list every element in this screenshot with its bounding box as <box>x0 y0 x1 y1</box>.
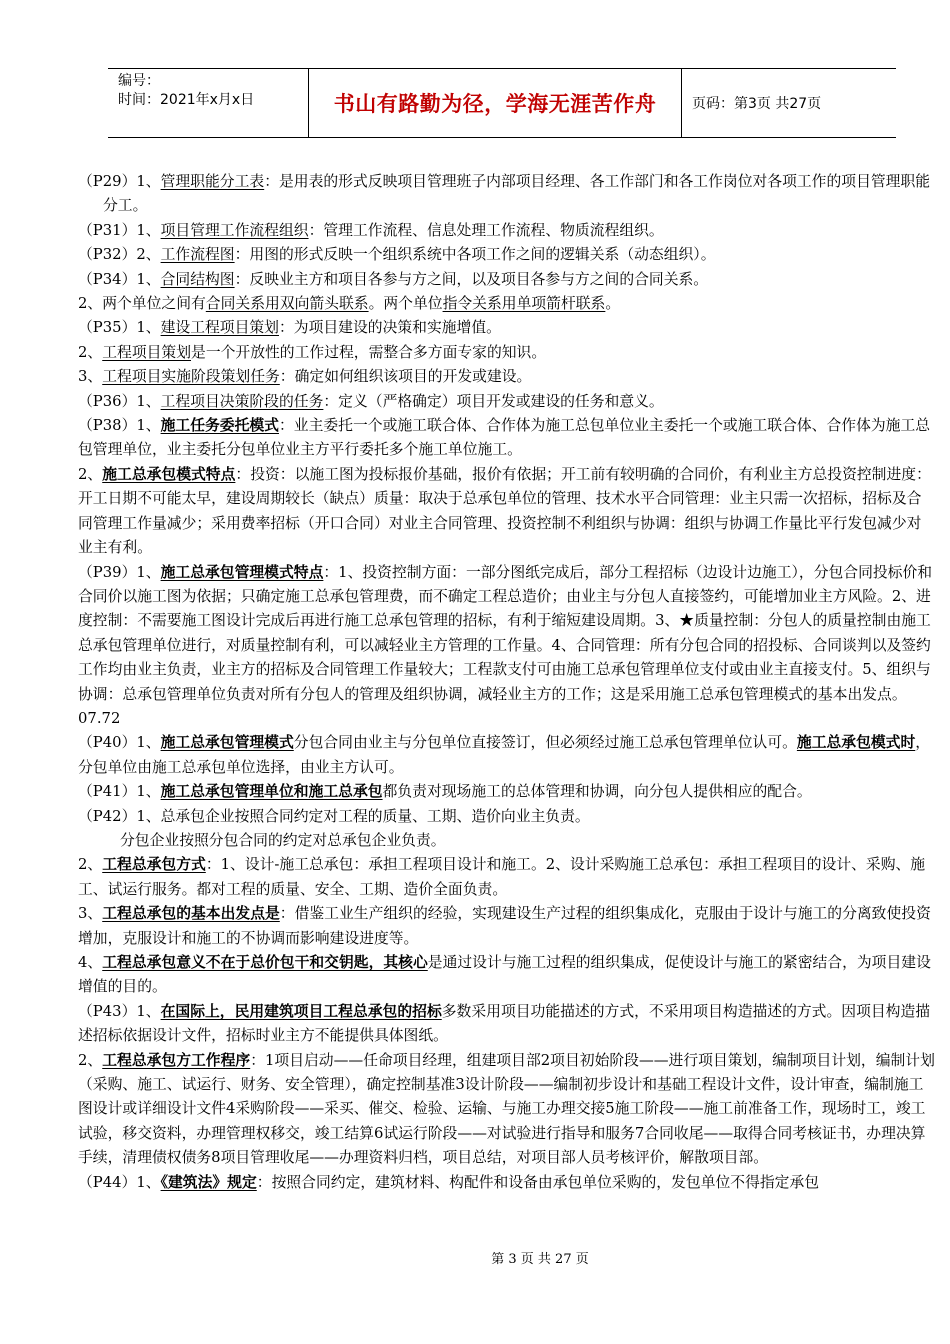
text-run: ：管理工作流程、信息处理工作流程、物质流程组织。 <box>308 221 664 239</box>
paragraph-p20 <box>78 1000 936 1049</box>
text-run: ：是用表的形式反映项目管理班子内部项目经理、各工作部门和各工作岗位对各项工作的项目管理职能分工。 <box>103 173 931 215</box>
paragraph-p18 <box>78 902 936 951</box>
text-run: 指令关系用单项箭杆联系 <box>442 295 606 313</box>
text-run: 施工总承包管理模式特点 <box>160 563 324 581</box>
text-run: ：业主委托一个或施工联合体、合作体为施工总包单位业主委托一个或施工联合体、合作体为施工总包管理单位，业主委托分包单位业主方平行委托多个施工单位施工。 <box>78 417 931 459</box>
text-run: （P38）1、 <box>78 417 161 435</box>
paragraph-p9 <box>78 390 936 414</box>
text-run: 4、 <box>78 954 103 971</box>
text-run: 工程总承包方工作程序 <box>102 1051 251 1069</box>
text-run: 3、 <box>78 368 103 386</box>
text-run: （P31）1、 <box>78 221 161 239</box>
text-run: ：用图的形式反映一个组织系统中各项工作之间的逻辑关系（动态组织）。 <box>234 246 716 264</box>
text-run: 工程总承包方式 <box>102 856 206 874</box>
text-run: ，分包单位由施工总承包单位选择，由业主方认可。 <box>78 734 931 776</box>
paragraph-p17 <box>78 853 936 902</box>
paragraph-p7 <box>78 341 936 365</box>
text-run: 建设工程项目策划 <box>160 319 279 337</box>
page-header <box>108 68 896 138</box>
text-run: 工程总承包意义不在于总价包干和交钥匙，其核心 <box>102 954 428 971</box>
text-run: ：为项目建设的决策和实施增值。 <box>278 319 501 337</box>
text-run: （P40）1、 <box>78 734 161 752</box>
text-run: 多数采用项目功能描述的方式，不采用项目构造描述的方式。因项目构造描述招标依据设计文件，招标时业主方不能提供具体图纸。 <box>78 1002 931 1045</box>
text-run: 分包合同由业主与分包单位直接签订，但必须经过施工总承包管理单位认可。 <box>293 734 797 752</box>
text-run: 。 <box>605 295 621 313</box>
paragraph-p14 <box>78 780 936 804</box>
text-run: 2、 <box>78 1051 103 1069</box>
text-run: 工程项目策划 <box>102 343 192 361</box>
text-run: 项目管理工作流程组织 <box>160 221 309 239</box>
text-run: 合同结构图 <box>160 270 235 288</box>
text-run: 3、 <box>78 905 103 923</box>
text-run: （P35）1、 <box>78 319 161 337</box>
text-run: 2、 <box>78 343 103 361</box>
document-body <box>78 170 936 1195</box>
text-run: ：反映业主方和项目各参与方之间，以及项目各参与方之间的合同关系。 <box>234 270 709 288</box>
text-run: 2、 <box>78 856 103 874</box>
paragraph-p8 <box>78 365 936 389</box>
header-left <box>108 69 308 137</box>
paragraph-p22 <box>78 1171 936 1195</box>
text-run: （P44）1、 <box>78 1173 161 1191</box>
paragraph-p15 <box>78 805 936 829</box>
text-run: （P32）2、 <box>78 246 161 264</box>
paragraph-p11 <box>78 463 936 561</box>
text-run: （P43）1、 <box>78 1002 161 1020</box>
text-run: 施工总承包模式特点 <box>102 465 236 483</box>
paragraph-p6 <box>78 316 936 340</box>
text-run: （P42）1、总承包企业按照合同约定对工程的质量、工期、造价向业主负责。 <box>78 807 590 825</box>
text-run: 施工总承包管理单位和施工总承包 <box>160 783 383 801</box>
paragraph-p2 <box>78 219 936 243</box>
time-label: 时间：2021年x月x日 <box>118 92 255 108</box>
text-run: （P34）1、 <box>78 270 161 288</box>
text-run: 工作流程图 <box>160 246 235 264</box>
paragraph-p4 <box>78 268 936 292</box>
text-run: ：1、投资控制方面：一部分图纸完成后，部分工程招标（边设计边施工），分包合同投标价和合同价以施工图为依据；只确定施工总承包管理费，而不确定工程总造价；由业主与分包人直接签约，可能增加业主方风险。2、进度控制：不需要施工图设计完成后再进行施工总承包管理的招标，有利于缩短建设周期。3、★质量控制：分包人的质量控制由施工总承包管理单位进行，对质量控制有利，可以减轻业主方管理的工作量。4、合同管理：所有分包合同的招投标、合同谈判以及签约工作均由业主负责，业主方的招标及合同管理工作量较大；工程款支付可由施工总承包管理单位支付或由业主直接支付。5、组织与协调：总承包管理单位负责对所有分包人的管理及组织协调，减轻业主方的工作；这是采用施工总承包管理模式的基本出发点。07.72 <box>78 563 933 727</box>
text-run: 是通过设计与施工过程的组织集成，促使设计与施工的紧密结合，为项目建设增值的目的。 <box>78 954 931 996</box>
paragraph-p21 <box>78 1049 936 1171</box>
text-run: ：定义（严格确定）项目开发或建设的任务和意义。 <box>323 392 664 410</box>
text-run: ：1、设计-施工总承包：承担工程项目设计和施工。2、设计采购施工总承包：承担工程项目的设计、采购、施工、试运行服务。都对工程的质量、安全、工期、造价全面负责。 <box>78 856 926 898</box>
paragraph-p12 <box>78 561 936 732</box>
paragraph-p1 <box>78 170 936 219</box>
paragraph-p19 <box>78 951 936 1000</box>
text-run: 施工总承包管理模式 <box>160 734 294 752</box>
text-run: 《建筑法》规定 <box>160 1173 257 1191</box>
paragraph-p13 <box>78 731 936 780</box>
paragraph-p10 <box>78 414 936 463</box>
number-label: 编号： <box>118 73 160 89</box>
text-run: 在国际上，民用建筑项目工程总承包的招标 <box>160 1002 442 1020</box>
text-run: （P29）1、 <box>78 173 161 190</box>
text-run: 工程总承包的基本出发点是 <box>102 905 280 923</box>
motto: 书山有路勤为径，学海无涯苦作舟 <box>308 69 682 137</box>
text-run: 施工任务委托模式 <box>160 417 279 435</box>
text-run: 。两个单位 <box>368 295 443 313</box>
text-run: ：确定如何组织该项目的开发或建设。 <box>279 368 532 386</box>
text-run: （P36）1、 <box>78 392 161 410</box>
text-run: 工程项目决策阶段的任务 <box>160 392 324 410</box>
text-run: ：按照合同约定，建筑材料、构配件和设备由承包单位采购的，发包单位不得指定承包 <box>256 1173 820 1191</box>
text-run: 都负责对现场施工的总体管理和协调，向分包人提供相应的配合。 <box>382 783 812 801</box>
text-run: ：投资：以施工图为投标报价基础，报价有依据；开工前有较明确的合同价，有利业主方总投资控制进度：开工日期不可能太早，建设周期较长（缺点）质量：取决于总承包单位的管理、技术水平合同管理：业主只需一次招标，招标及合同管理工作量减少；采用费率招标（开口合同）对业主合同管理、投资控制不利组织与协调：组织与协调工作量比平行发包减少对业主有利。 <box>78 465 931 557</box>
text-run: （P41）1、 <box>78 783 161 801</box>
text-run: 工程项目实施阶段策划任务 <box>102 368 280 386</box>
text-run: （P39）1、 <box>78 563 161 581</box>
text-run: 合同关系用双向箭头联系 <box>205 295 369 313</box>
page-label: 页码：第3页 共27页 <box>692 96 822 112</box>
text-run: 施工总承包模式时 <box>796 734 916 752</box>
paragraph-p5 <box>78 292 936 316</box>
paragraph-p3 <box>78 243 936 267</box>
text-run: 管理职能分工表 <box>160 173 265 190</box>
text-run: ：1项目启动——任命项目经理，组建项目部2项目初始阶段——进行项目策划，编制项目计划，编制计划（采购、施工、试运行、财务、安全管理），确定控制基准3设计阶段——编制初步设计和基础工程设计文件，设计审查，编制施工图设计或详细设计文件4采购阶段——采买、催交、检验、运输、与施工办理交接5施工阶段——施工前准备工作，现场时工，竣工试验，移交资料，办理管理权移交，竣工结算6试运行阶段——对试验进行指导和服务7合同收尾——取得合同考核证书，办理决算手续，清理债权债务8项目管理收尾——办理资料归档，项目总结，对项目部人员考核评价，解散项目部。 <box>78 1051 935 1167</box>
text-run: ：借鉴工业生产组织的经验，实现建设生产过程的组织集成化，克服由于设计与施工的分离致使投资增加，克服设计和施工的不协调而影响建设进度等。 <box>78 905 931 947</box>
text-run: 分包企业按照分包合同的约定对总承包企业负责。 <box>120 831 446 849</box>
paragraph-p16 <box>78 829 936 853</box>
text-run: 2、两个单位之间有 <box>78 295 206 313</box>
text-run: 是一个开放性的工作过程，需整合多方面专家的知识。 <box>191 343 547 361</box>
page-footer: 第 3 页 共 27 页 <box>491 1252 589 1267</box>
text-run: 2、 <box>78 465 103 483</box>
